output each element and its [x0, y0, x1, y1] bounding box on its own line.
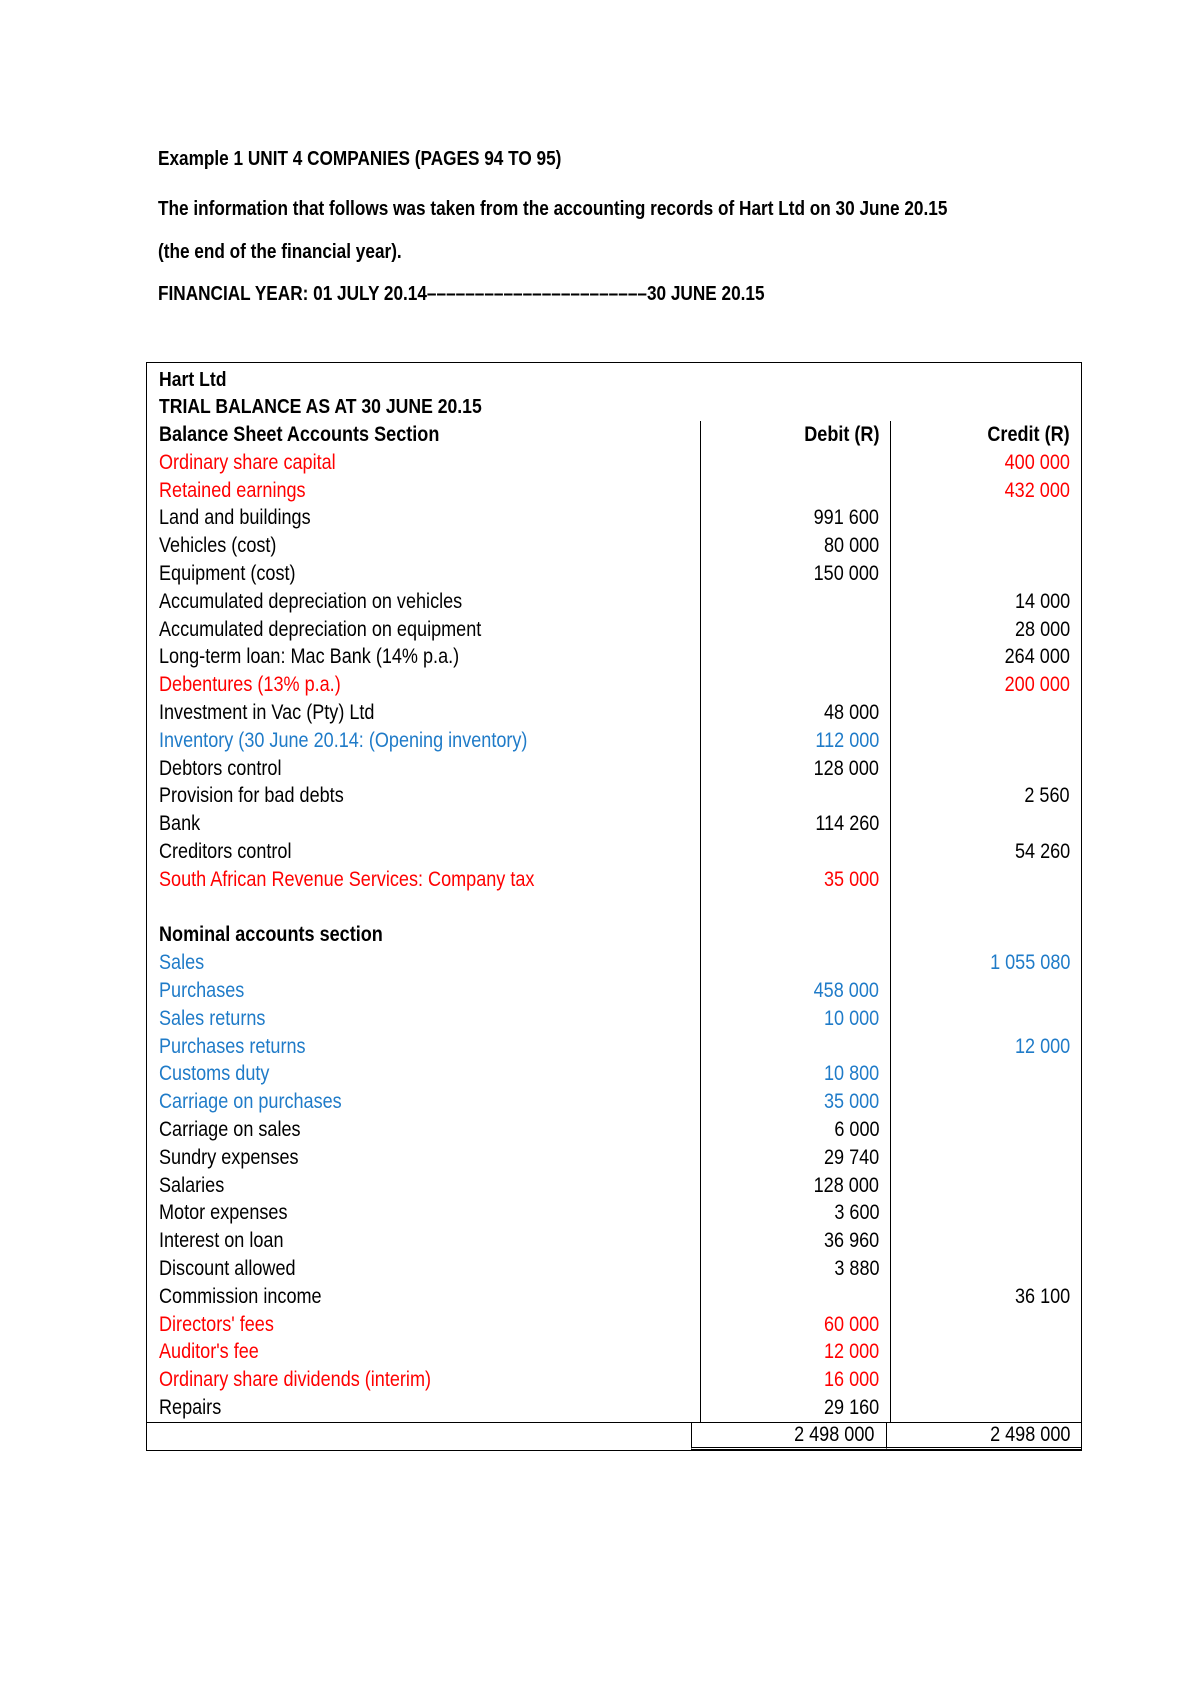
total-row [147, 1422, 1081, 1450]
table-row [147, 504, 1081, 532]
debit-amount: 112 000 [815, 728, 880, 752]
account-name: South African Revenue Services: Company tax [159, 867, 535, 891]
debit-column-header: Debit (R) [804, 423, 880, 446]
table-row [147, 1283, 1081, 1311]
account-name: Investment in Vac (Pty) Ltd [159, 700, 375, 724]
credit-amount: 28 000 [1014, 617, 1071, 641]
debit-amount: 29 160 [824, 1395, 880, 1419]
table-row [147, 671, 1081, 699]
account-name: Provision for bad debts [159, 784, 344, 808]
total-debit: 2 498 000 [794, 1422, 875, 1446]
debit-amount: 35 000 [824, 867, 880, 891]
debit-amount: 35 000 [824, 1090, 880, 1114]
account-name: Repairs [159, 1395, 222, 1419]
account-name: Sundry expenses [159, 1145, 299, 1169]
section-heading-nominal: Nominal accounts section [159, 923, 383, 947]
table-row [147, 1366, 1081, 1394]
account-name: Ordinary share dividends (interim) [159, 1368, 432, 1392]
intro-line-continued: (the end of the financial year). [158, 241, 402, 263]
credit-amount: 400 000 [1004, 450, 1071, 474]
table-row [147, 616, 1081, 644]
table-row [147, 977, 1081, 1005]
debit-amount: 6 000 [834, 1117, 880, 1141]
debit-amount: 48 000 [824, 700, 880, 724]
table-row [147, 1199, 1081, 1227]
table-row [147, 1394, 1081, 1422]
example-title: Example 1 UNIT 4 COMPANIES (PAGES 94 TO 95) [158, 148, 562, 170]
account-name: Bank [159, 812, 201, 836]
trial-balance-title: TRIAL BALANCE AS AT 30 JUNE 20.15 [159, 396, 482, 418]
account-name: Purchases [159, 978, 245, 1002]
account-name: Commission income [159, 1284, 322, 1308]
debit-amount: 80 000 [824, 534, 880, 558]
account-name: Accumulated depreciation on equipment [159, 617, 482, 641]
table-row [147, 838, 1081, 866]
debit-amount: 10 800 [824, 1062, 880, 1086]
company-name: Hart Ltd [159, 369, 227, 391]
debit-amount: 991 600 [814, 506, 880, 530]
table-row [147, 560, 1081, 588]
credit-column-header: Credit (R) [987, 423, 1071, 446]
table-row [147, 1338, 1081, 1366]
account-name: Carriage on sales [159, 1117, 301, 1141]
account-name: Debentures (13% p.a.) [159, 673, 341, 697]
debit-amount: 60 000 [824, 1312, 880, 1336]
column-header-row [147, 421, 1081, 449]
debit-amount: 16 000 [824, 1368, 880, 1392]
account-name: Motor expenses [159, 1201, 288, 1225]
table-row [147, 1060, 1081, 1088]
table-row [147, 1311, 1081, 1339]
table-row [147, 949, 1081, 977]
account-name: Sales returns [159, 1006, 266, 1030]
account-name: Debtors control [159, 756, 282, 780]
debit-amount: 12 000 [824, 1340, 880, 1364]
table-row [147, 1033, 1081, 1061]
account-name: Interest on loan [159, 1229, 284, 1253]
table-row [147, 755, 1081, 783]
account-name: Long-term loan: Mac Bank (14% p.a.) [159, 645, 460, 669]
nominal-heading-row [147, 921, 1081, 949]
table-row [147, 727, 1081, 755]
debit-amount: 128 000 [814, 1173, 880, 1197]
debit-amount: 10 000 [824, 1006, 880, 1030]
debit-amount: 458 000 [814, 978, 880, 1002]
table-row [147, 643, 1081, 671]
account-name: Inventory (30 June 20.14: (Opening inventory) [159, 728, 528, 752]
total-credit: 2 498 000 [989, 1422, 1071, 1446]
table-row [147, 782, 1081, 810]
table-row [147, 1227, 1081, 1255]
credit-amount: 54 260 [1014, 839, 1071, 863]
account-name: Land and buildings [159, 506, 311, 530]
nominal-rows [147, 949, 1081, 1422]
table-row [147, 1005, 1081, 1033]
account-name: Creditors control [159, 839, 292, 863]
table-row [147, 1088, 1081, 1116]
account-name: Directors' fees [159, 1312, 274, 1336]
table-row [147, 532, 1081, 560]
table-row [147, 866, 1081, 894]
credit-amount: 264 000 [1004, 645, 1071, 669]
table-row [147, 1116, 1081, 1144]
debit-amount: 36 960 [824, 1229, 880, 1253]
debit-amount: 114 260 [815, 812, 880, 836]
table-row [147, 588, 1081, 616]
credit-amount: 2 560 [1024, 784, 1071, 808]
section-heading-balance-sheet: Balance Sheet Accounts Section [159, 423, 440, 446]
account-name: Auditor's fee [159, 1340, 259, 1364]
table-row [147, 1255, 1081, 1283]
account-name: Ordinary share capital [159, 450, 336, 474]
table-row [147, 477, 1081, 505]
account-name: Vehicles (cost) [159, 534, 277, 558]
credit-amount: 14 000 [1014, 589, 1071, 613]
debit-amount: 29 740 [824, 1145, 880, 1169]
account-name: Retained earnings [159, 478, 306, 502]
credit-amount: 12 000 [1014, 1034, 1071, 1058]
account-name: Accumulated depreciation on vehicles [159, 589, 463, 613]
credit-amount: 200 000 [1004, 673, 1071, 697]
credit-amount: 432 000 [1004, 478, 1071, 502]
account-name: Purchases returns [159, 1034, 306, 1058]
account-name: Discount allowed [159, 1256, 296, 1280]
account-name: Carriage on purchases [159, 1090, 342, 1114]
account-name: Equipment (cost) [159, 561, 296, 585]
account-name: Customs duty [159, 1062, 270, 1086]
debit-amount: 128 000 [814, 756, 880, 780]
credit-amount: 1 055 080 [989, 951, 1071, 975]
debit-amount: 150 000 [814, 561, 880, 585]
table-row [147, 449, 1081, 477]
debit-amount: 3 600 [834, 1201, 880, 1225]
account-name: Salaries [159, 1173, 225, 1197]
balance-sheet-rows [147, 449, 1081, 894]
table-row [147, 810, 1081, 838]
debit-amount: 3 880 [834, 1256, 880, 1280]
financial-year-line: FINANCIAL YEAR: 01 JULY 20.14–––––––––––––––––––––––30 JUNE 20.15 [158, 283, 765, 305]
trial-balance-table [146, 362, 1082, 1451]
credit-amount: 36 100 [1014, 1284, 1071, 1308]
intro-line: The information that follows was taken from the accounting records of Hart Ltd on 30 June 20.15 [158, 198, 948, 220]
spacer-row [147, 894, 1081, 922]
table-row [147, 1172, 1081, 1200]
table-row [147, 699, 1081, 727]
table-row [147, 1144, 1081, 1172]
account-name: Sales [159, 951, 205, 975]
